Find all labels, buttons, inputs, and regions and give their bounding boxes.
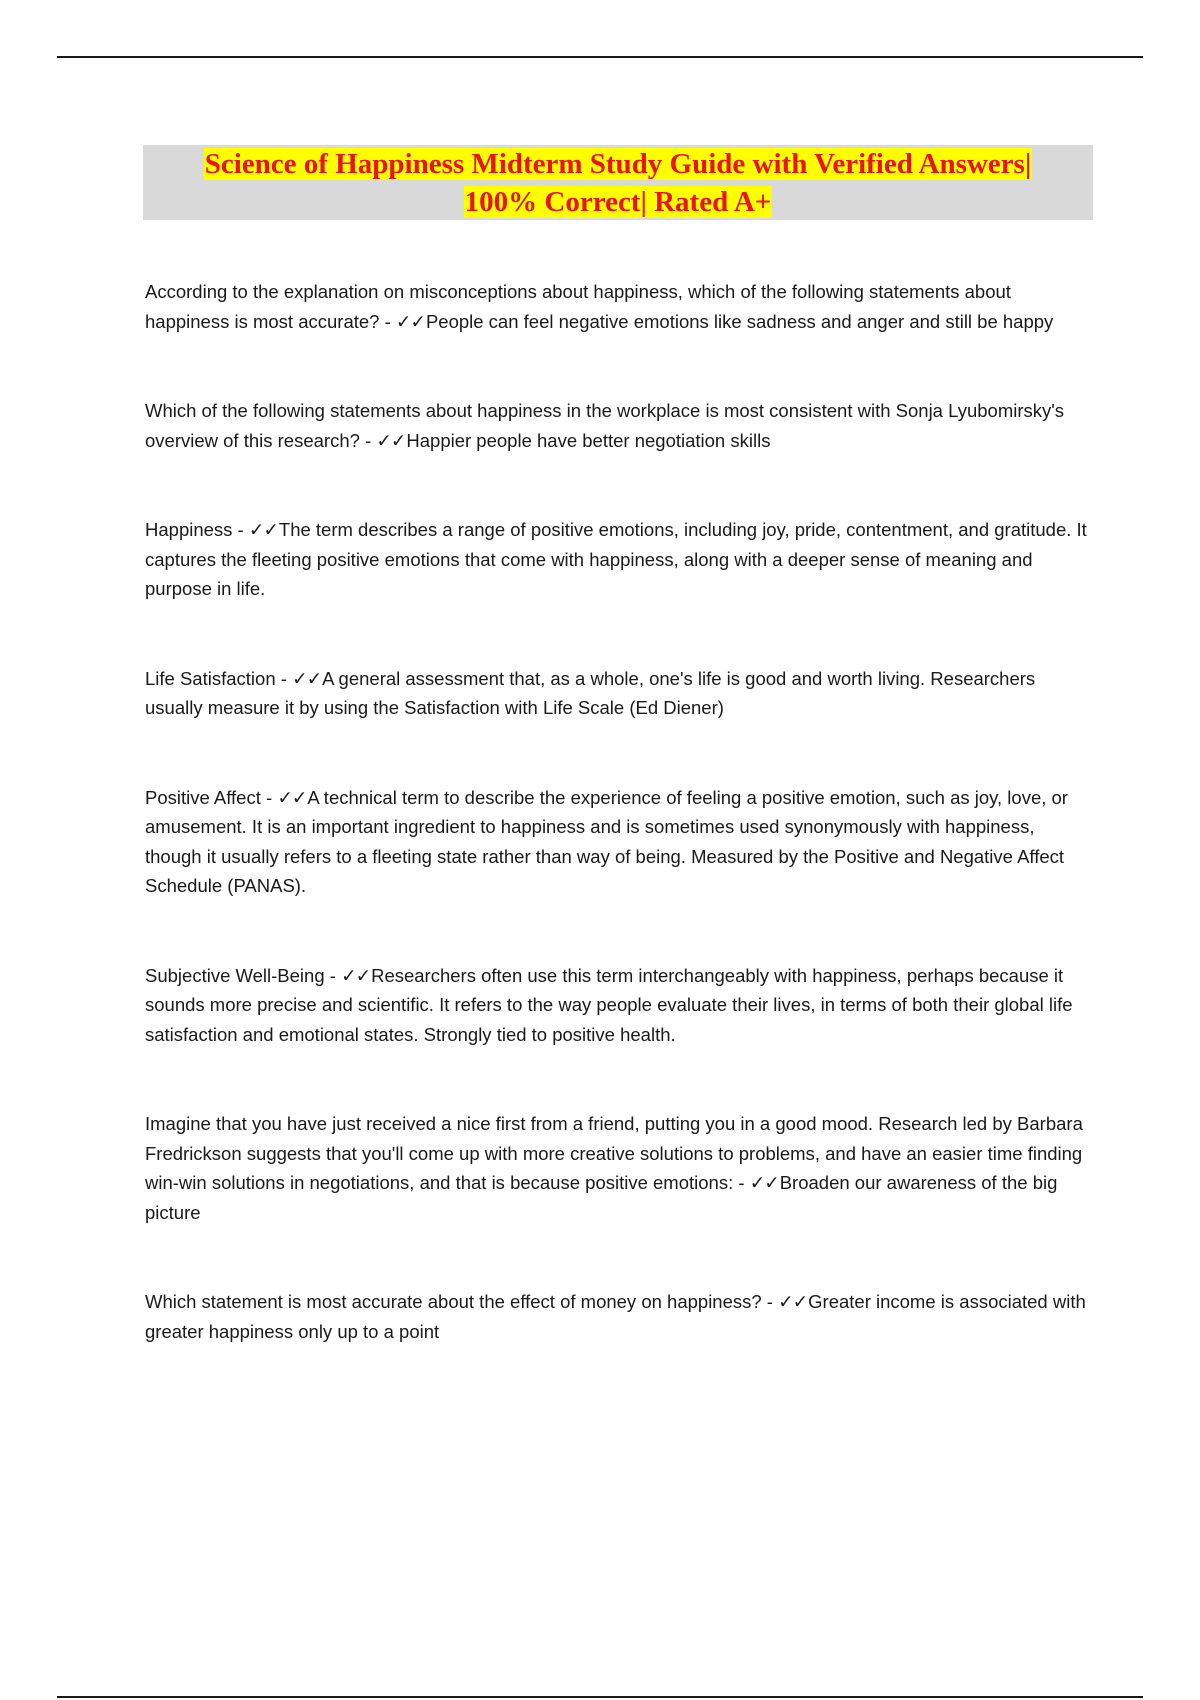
definition-text: A general assessment that, as a whole, one's life is good and worth living. Researchers usually measure it by using the Satisfaction with Life Scale (Ed Diener) [145, 667, 1036, 718]
document-title [143, 145, 1093, 220]
qa-entry-5 [145, 783, 1090, 901]
separator: - [232, 519, 249, 540]
answer-text: Broaden our awareness of the big picture [145, 1172, 1058, 1223]
check-mark-icon: ✓✓ [778, 1291, 808, 1312]
answer-text: Happier people have better negotiation skills [406, 429, 771, 451]
answer-text: Greater income is associated with greater happiness only up to a point [145, 1291, 1086, 1342]
question-text: Imagine that you have just received a nice first from a friend, putting you in a good mood. Research led by Barbara Fredrickson suggests that you'll come up with more creative solutions to problems, and have an easier time finding win-win solutions in negotiations, and that is because positive emotions: [145, 1113, 1083, 1193]
qa-entry-1 [145, 277, 1090, 336]
qa-list [145, 277, 1090, 1406]
separator: - [761, 1291, 779, 1312]
definition-text: A technical term to describe the experience of feeling a positive emotion, such as joy, love, or amusement. It is an important ingredient to happiness and is sometimes used synonymously with happiness, though it usually refers to a fleeting state rather than way of being. Measured by the Positive and Negative Affect Schedule (PANAS). [145, 786, 1068, 896]
title-line-1: Science of Happiness Midterm Study Guide with Verified Answers| [204, 148, 1032, 180]
check-mark-icon: ✓✓ [248, 519, 278, 540]
term-text: Happiness [145, 519, 233, 540]
qa-entry-6 [145, 961, 1090, 1050]
title-line-2: 100% Correct| Rated A+ [464, 186, 772, 218]
term-text: Subjective Well-Being [145, 964, 325, 986]
check-mark-icon: ✓✓ [292, 667, 322, 689]
definition-text: The term describes a range of positive emotions, including joy, pride, contentment, and gratitude. It captures the fleeting positive emotions that come with happiness, along with a deeper sense of meaning and purpose in life. [145, 519, 1087, 599]
qa-entry-7 [145, 1109, 1090, 1227]
separator: - [359, 429, 377, 451]
term-text: Positive Affect [145, 786, 261, 808]
definition-text: Researchers often use this term interchangeably with happiness, perhaps because it sounds more precise and scientific. It refers to the way people evaluate their lives, in terms of both their global life satisfaction and emotional states. Strongly tied to positive health. [145, 964, 1073, 1045]
check-mark-icon: ✓✓ [395, 310, 425, 332]
term-text: Life Satisfaction [145, 667, 276, 689]
top-rule [57, 56, 1143, 58]
separator: - [324, 964, 342, 986]
check-mark-icon: ✓✓ [749, 1172, 779, 1193]
question-text: According to the explanation on misconceptions about happiness, which of the following statements about happiness is most accurate? [145, 281, 1011, 332]
check-mark-icon: ✓✓ [376, 429, 406, 451]
separator: - [733, 1172, 750, 1193]
check-mark-icon: ✓✓ [277, 786, 307, 808]
answer-text: People can feel negative emotions like sadness and anger and still be happy [425, 310, 1054, 332]
qa-entry-3 [145, 515, 1090, 604]
qa-entry-8 [145, 1287, 1090, 1346]
qa-entry-4 [145, 664, 1090, 723]
separator: - [275, 667, 293, 689]
qa-entry-2 [145, 396, 1090, 455]
separator: - [260, 786, 278, 808]
check-mark-icon: ✓✓ [341, 964, 371, 986]
question-text: Which of the following statements about happiness in the workplace is most consistent with Sonja Lyubomirsky's overview of this research? [145, 400, 1065, 451]
question-text: Which statement is most accurate about the effect of money on happiness? [145, 1291, 762, 1312]
bottom-rule [57, 1696, 1143, 1698]
separator: - [379, 310, 396, 332]
